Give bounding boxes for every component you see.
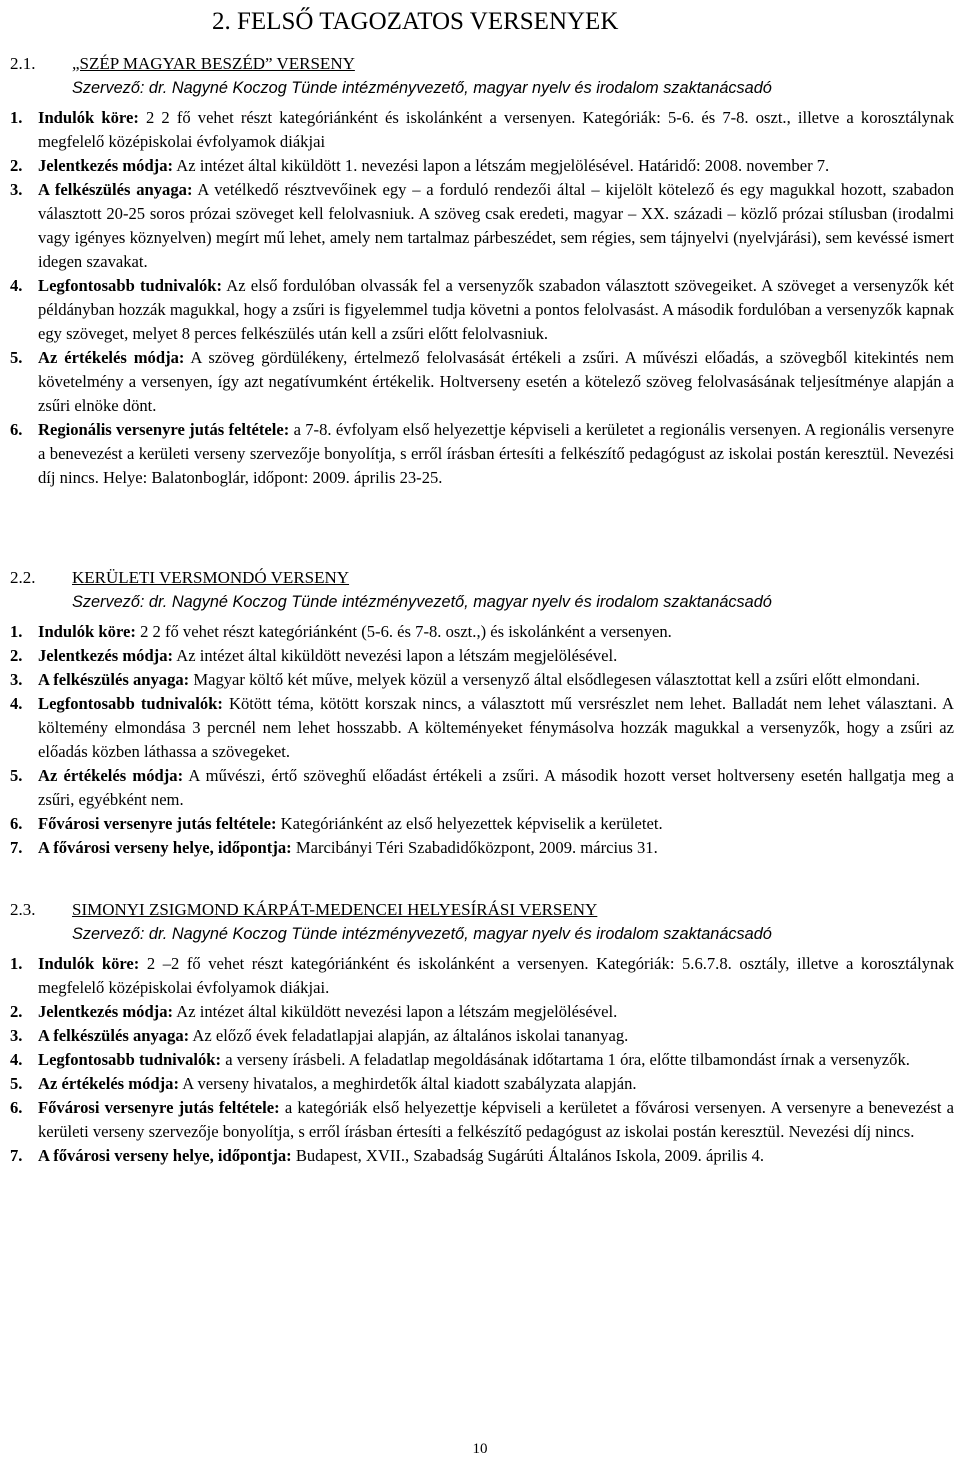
item-number: 4. [10, 1050, 23, 1069]
list-item [10, 1144, 954, 1168]
item-text [38, 1048, 954, 1072]
item-number: 2. [10, 1002, 23, 1021]
item-body: 2 2 fő vehet részt kategóriánként (5-6. és 7-8. oszt.,) és iskolánként a versenyen. [135, 622, 672, 641]
rules-list [10, 106, 954, 490]
item-number: 6. [10, 814, 23, 833]
item-label: Indulók köre: [38, 622, 136, 641]
item-text [38, 106, 954, 154]
rules-list [10, 620, 954, 860]
section-heading [10, 898, 954, 922]
item-body: A vetélkedő résztvevőinek egy – a forduló rendezői által – kijelölt kötelező és egy magukkal hozott, szabadon választott 20-25 soros prózai szöveget kell felolvasniuk. A szöveg csak eredeti, magyar – XX. századi – közlő prózai stílusban (irodalmi vagy igényes köznyelven) megírt mű lehet, amely nem tartalmaz párbeszédet, sem régies, sem tájnyelvi (nyelvjárási), sem kevéssé ismert idegen szavakat. [38, 180, 955, 271]
item-text [38, 1000, 954, 1024]
section-heading [10, 566, 954, 590]
list-item [10, 178, 954, 274]
rules-list [10, 952, 954, 1168]
item-label: Az értékelés módja: [38, 766, 184, 785]
item-body: Az intézet által kiküldött 1. nevezési lapon a létszám megjelölésével. Határidő: 2008. november 7. [173, 156, 830, 175]
item-number: 5. [10, 1074, 23, 1093]
item-number: 4. [10, 276, 23, 295]
item-body: Kategóriánként az első helyezettek képviselik a kerületet. [276, 814, 663, 833]
item-number: 1. [10, 954, 23, 973]
item-body: Az első fordulóban olvassák fel a versenyzők szabadon választott szövegeiket. A szöveget a versenyzők két példányban hozzák magukkal, hogy a zsűri is figyelemmel tudja követni a pontos felolvasást. A második fordulóban a versenyzők kapnak egy szöveget, melyet 8 perces felkészülés után kell a zsűri előtt felolvasniuk. [38, 276, 954, 343]
item-label: A felkészülés anyaga: [38, 180, 193, 199]
list-item [10, 106, 954, 154]
item-number: 2. [10, 646, 23, 665]
item-text [38, 644, 954, 668]
item-body: a verseny írásbeli. A feladatlap megoldásának időtartama 1 óra, előtte tilbamondást írnak a versenyzők. [221, 1050, 910, 1069]
section-number: 2.3. [10, 900, 36, 919]
item-number: 2. [10, 156, 23, 175]
item-number: 4. [10, 694, 23, 713]
item-text [38, 1096, 954, 1144]
item-number: 1. [10, 108, 23, 127]
sections-container [10, 52, 954, 1168]
item-label: Fővárosi versenyre jutás feltétele: [38, 814, 277, 833]
item-label: Az értékelés módja: [38, 348, 185, 367]
item-label: Legfontosabb tudnivalók: [38, 1050, 222, 1069]
list-item [10, 1096, 954, 1144]
list-item [10, 418, 954, 490]
item-number: 7. [10, 838, 23, 857]
item-number: 3. [10, 180, 23, 199]
item-text [38, 668, 954, 692]
list-item [10, 274, 954, 346]
list-item [10, 346, 954, 418]
item-text [38, 692, 954, 764]
list-item [10, 692, 954, 764]
item-label: Jelentkezés módja: [38, 646, 174, 665]
item-body: A verseny hivatalos, a meghirdetők által kiadott szabályzata alapján. [179, 1074, 637, 1093]
list-item [10, 644, 954, 668]
item-number: 3. [10, 670, 23, 689]
item-label: Jelentkezés módja: [38, 1002, 174, 1021]
item-label: Indulók köre: [38, 108, 139, 127]
item-body: 2 2 fő vehet részt kategóriánként és iskolánként a versenyen. Kategóriák: 5-6. és 7-8. oszt., illetve a korosztálynak megfelelő középiskolai évfolyamok diákjai [38, 108, 954, 151]
section-number: 2.1. [10, 54, 36, 73]
item-number: 5. [10, 766, 23, 785]
section-gap [10, 860, 954, 882]
list-item [10, 1024, 954, 1048]
item-label: Fővárosi versenyre jutás feltétele: [38, 1098, 280, 1117]
item-label: A fővárosi verseny helye, időpontja: [38, 1146, 292, 1165]
item-body: Magyar költő két műve, melyek közül a versenyző által elsődlegesen választottat kell a zsűri előtt elmondani. [189, 670, 921, 689]
section-title: SIMONYI ZSIGMOND KÁRPÁT-MEDENCEI HELYESÍRÁSI VERSENY [72, 900, 598, 919]
section-number: 2.2. [10, 568, 36, 587]
item-body: Marcibányi Téri Szabadidőközpont, 2009. március 31. [291, 838, 658, 857]
item-text [38, 154, 954, 178]
organizer-line: Szervező: dr. Nagyné Koczog Tünde intézményvezető, magyar nyelv és irodalom szaktanácsadó [72, 925, 772, 943]
list-item [10, 836, 954, 860]
item-text [38, 1072, 954, 1096]
item-body: Az intézet által kiküldött nevezési lapon a létszám megjelölésével. [173, 646, 618, 665]
organizer-line: Szervező: dr. Nagyné Koczog Tünde intézményvezető, magyar nyelv és irodalom szaktanácsadó [72, 593, 772, 611]
item-text [38, 178, 954, 274]
item-number: 6. [10, 420, 23, 439]
item-text [38, 764, 954, 812]
item-text [38, 812, 954, 836]
item-body: Kötött téma, kötött korszak nincs, a választott mű versrészlet nem lehet. Balladát nem lehet választani. A költemény elmondása 3 percnél nem lehet hosszabb. A költeményeket fénymásolva hozzák magukkal a versenyzők, hogy a zsűri az előadás közben láthassa a szövegeket. [38, 694, 954, 761]
list-item [10, 668, 954, 692]
list-item [10, 1072, 954, 1096]
item-body: Az előző évek feladatlapjai alapján, az általános iskolai tananyag. [189, 1026, 629, 1045]
section-title: KERÜLETI VERSMONDÓ VERSENY [72, 568, 350, 587]
item-label: Indulók köre: [38, 954, 140, 973]
page-number: 10 [472, 1441, 488, 1457]
section-heading [10, 52, 954, 76]
list-item [10, 764, 954, 812]
item-body: Az intézet által kiküldött nevezési lapon a létszám megjelölésével. [173, 1002, 618, 1021]
item-text [38, 418, 954, 490]
item-number: 6. [10, 1098, 23, 1117]
item-text [38, 620, 954, 644]
item-label: Jelentkezés módja: [38, 156, 174, 175]
item-body: A művészi, értő szöveghű előadást értékeli a zsűri. A második hozott verset holtverseny esetén hallgatja meg a zsűri, egyébként nem. [38, 766, 954, 809]
item-label: Regionális versenyre jutás feltétele: [38, 420, 290, 439]
item-label: Legfontosabb tudnivalók: [38, 694, 223, 713]
organizer-line: Szervező: dr. Nagyné Koczog Tünde intézményvezető, magyar nyelv és irodalom szaktanácsadó [72, 79, 772, 97]
section-title: „SZÉP MAGYAR BESZÉD” VERSENY [72, 54, 355, 73]
item-label: Az értékelés módja: [38, 1074, 179, 1093]
item-body: A szöveg gördülékeny, értelmező felolvasását értékeli a zsűri. A művészi előadás, a szövegből kitekintés nem követelmény a versenyen, így azt negatívumként értékelik. Holtverseny esetén a kötelező szöveg felolvasásának teljesítménye alapján a zsűri elnöke dönt. [38, 348, 954, 415]
item-label: Legfontosabb tudnivalók: [38, 276, 223, 295]
document-page [10, 0, 954, 1168]
item-body: 2 –2 fő vehet részt kategóriánként és iskolánként a versenyen. Kategóriák: 5.6.7.8. osztály, illetve a korosztálynak megfelelő középiskolai évfolyamok diákjai. [38, 954, 954, 997]
item-label: A fővárosi verseny helye, időpontja: [38, 838, 292, 857]
item-body: a kategóriák első helyezettje képviseli a kerületet a fővárosi versenyen. A versenyre a benevezést a kerületi verseny szervezője bonyolítja, s erről írásban értesíti a felkészítő pedagógust az iskolai postán keresztül. Nevezési díj nincs. [38, 1098, 954, 1141]
item-text [38, 1024, 954, 1048]
item-text [38, 952, 954, 1000]
list-item [10, 1000, 954, 1024]
item-number: 7. [10, 1146, 23, 1165]
item-number: 3. [10, 1026, 23, 1045]
item-body: a 7-8. évfolyam első helyezettje képviseli a kerületet a regionális versenyen. A regionális versenyre a benevezést a kerületi verseny szervezője bonyolítja, s erről írásban értesíti a felkészítő pedagógust az iskolai postán keresztül. Nevezési díj nincs. Helye: Balatonboglár, időpont: 2009. április 23-25. [38, 420, 955, 487]
item-body: Budapest, XVII., Szabadság Sugárúti Általános Iskola, 2009. április 4. [291, 1146, 765, 1165]
item-text [38, 836, 954, 860]
item-text [38, 346, 954, 418]
item-number: 5. [10, 348, 23, 367]
item-label: A felkészülés anyaga: [38, 1026, 190, 1045]
list-item [10, 154, 954, 178]
list-item [10, 952, 954, 1000]
list-item [10, 620, 954, 644]
chapter-heading: 2. FELSŐ TAGOZATOS VERSENYEK [212, 8, 619, 35]
list-item [10, 812, 954, 836]
section-gap [10, 490, 954, 550]
list-item [10, 1048, 954, 1072]
item-text [38, 1144, 954, 1168]
item-text [38, 274, 954, 346]
item-number: 1. [10, 622, 23, 641]
item-label: A felkészülés anyaga: [38, 670, 190, 689]
